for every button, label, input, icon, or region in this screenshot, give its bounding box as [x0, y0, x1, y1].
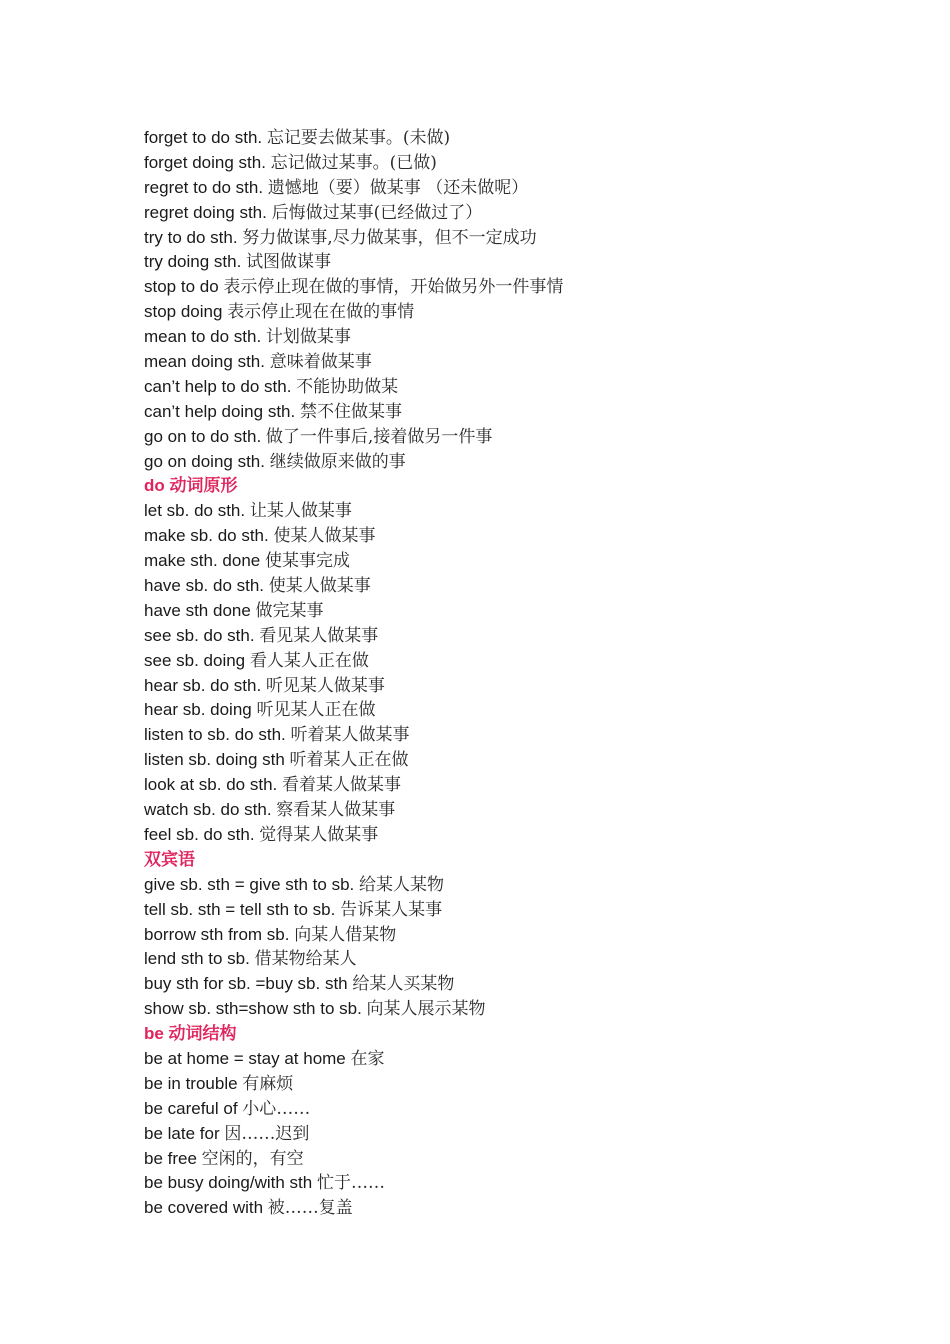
phrase-english: look at sb. do sth. [144, 775, 282, 795]
phrase-line [144, 226, 904, 251]
phrase-english: forget to do sth. [144, 128, 267, 147]
phrase-line [144, 624, 904, 649]
phrase-line [144, 1196, 904, 1221]
phrase-line [144, 250, 904, 275]
phrase-chinese: 使某人做某事 [268, 576, 371, 597]
phrase-chinese: 小心…… [242, 1098, 311, 1119]
phrase-line [144, 947, 904, 972]
phrase-english: stop doing [144, 302, 228, 322]
phrase-english: buy sth for sb. =buy sb. sth [144, 974, 353, 994]
phrase-english: go on doing sth. [144, 451, 270, 471]
phrase-chinese: 看见某人做某事 [259, 625, 379, 646]
phrase-english: be covered with [144, 1198, 268, 1218]
phrase-chinese: 继续做原来做的事 [269, 451, 406, 472]
phrase-line [144, 1097, 904, 1122]
phrase-line [144, 450, 904, 475]
phrase-chinese: 察看某人做某事 [276, 800, 396, 821]
phrase-chinese: 后悔做过某事(已经做过了） [271, 202, 483, 223]
phrase-line [144, 1122, 904, 1147]
phrase-line [144, 748, 904, 773]
phrase-line [144, 723, 904, 748]
phrase-chinese: 听见某人正在做 [256, 700, 376, 721]
phrase-chinese: 因……迟到 [224, 1123, 310, 1144]
phrase-english: see sb. doing [144, 650, 250, 670]
phrase-chinese: 做完某事 [255, 600, 324, 621]
phrase-english: give sb. sth = give sth to sb. [144, 874, 359, 894]
phrase-chinese: 告诉某人某事 [340, 899, 443, 920]
phrase-english: watch sb. do sth. [144, 800, 277, 820]
phrase-english: be busy doing/with sth [144, 1173, 317, 1193]
phrase-line [144, 176, 904, 201]
phrase-line [144, 126, 904, 151]
phrase-line [144, 574, 904, 599]
phrase-english: borrow sth from sb. [144, 924, 295, 944]
phrase-english: mean to do sth. [144, 327, 266, 347]
phrase-line [144, 674, 904, 699]
phrase-english: be careful of [144, 1098, 243, 1118]
phrase-english: go on to do sth. [144, 426, 266, 446]
phrase-chinese: 让某人做某事 [249, 501, 352, 522]
phrase-line [144, 201, 904, 226]
phrase-chinese: 借某物给某人 [254, 949, 357, 970]
phrase-chinese: 使某人做某事 [273, 526, 376, 547]
phrase-chinese: 看人某人正在做 [249, 650, 369, 671]
section-heading [144, 474, 904, 499]
phrase-line [144, 425, 904, 450]
phrase-english: hear sb. doing [144, 700, 257, 720]
phrase-english: regret to do sth. [144, 177, 268, 197]
phrase-line [144, 599, 904, 624]
phrase-english: stop to do [144, 277, 224, 297]
phrase-chinese: 意味着做某事 [269, 352, 372, 373]
phrase-chinese: 觉得某人做某事 [259, 824, 379, 845]
phrase-line [144, 325, 904, 350]
phrase-english: have sb. do sth. [144, 576, 269, 596]
phrase-line [144, 1072, 904, 1097]
phrase-chinese: 有麻烦 [242, 1073, 294, 1094]
phrase-line [144, 275, 904, 300]
phrase-chinese: 禁不住做某事 [299, 401, 402, 422]
phrase-chinese: 计划做某事 [265, 327, 351, 348]
phrase-line [144, 798, 904, 823]
phrase-english: regret doing sth. [144, 202, 272, 222]
phrase-chinese: 被……复盖 [267, 1198, 353, 1219]
phrase-english: lend sth to sb. [144, 949, 255, 969]
phrase-line [144, 524, 904, 549]
phrase-line [144, 997, 904, 1022]
section-heading [144, 1022, 904, 1047]
phrase-chinese: 看着某人做某事 [281, 775, 401, 796]
phrase-line [144, 1047, 904, 1072]
phrase-chinese: 表示停止现在在做的事情 [227, 302, 415, 323]
phrase-english: be free [144, 1148, 202, 1168]
phrase-english: feel sb. do sth. [144, 824, 260, 844]
phrase-chinese: 不能协助做某 [296, 376, 399, 397]
phrase-english: hear sb. do sth. [144, 675, 266, 695]
phrase-english: make sb. do sth. [144, 526, 274, 546]
phrase-list [144, 126, 904, 1221]
section-heading-text: do 动词原形 [144, 476, 238, 496]
phrase-line [144, 549, 904, 574]
section-heading-text: 双宾语 [144, 849, 195, 869]
phrase-english: try to do sth. [144, 227, 243, 247]
phrase-english: mean doing sth. [144, 352, 270, 372]
phrase-chinese: 听见某人做某事 [265, 675, 385, 696]
phrase-chinese: 给某人某物 [358, 874, 444, 895]
phrase-line [144, 972, 904, 997]
phrase-line [144, 698, 904, 723]
phrase-english: can’t help doing sth. [144, 401, 300, 421]
phrase-english: be at home = stay at home [144, 1048, 351, 1068]
phrase-english: make sth. done [144, 551, 265, 571]
phrase-line [144, 350, 904, 375]
phrase-chinese: 忘记做过某事。(已做) [270, 152, 437, 173]
phrase-chinese: 试图做谋事 [246, 252, 332, 273]
phrase-chinese: 忘记要去做某事。(未做) [266, 128, 451, 148]
phrase-line [144, 151, 904, 176]
phrase-chinese: 向某人借某物 [294, 924, 397, 945]
phrase-english: see sb. do sth. [144, 625, 260, 645]
phrase-chinese: 努力做谋事,尽力做某事，但不一定成功 [242, 227, 537, 248]
phrase-line [144, 1147, 904, 1172]
phrase-english: listen to sb. do sth. [144, 725, 291, 745]
phrase-line [144, 649, 904, 674]
phrase-line [144, 898, 904, 923]
phrase-english: have sth done [144, 600, 256, 620]
phrase-chinese: 在家 [350, 1048, 385, 1069]
phrase-english: can’t help to do sth. [144, 376, 297, 396]
phrase-chinese: 做了一件事后,接着做另一件事 [265, 426, 493, 447]
section-heading [144, 848, 904, 873]
phrase-english: show sb. sth=show sth to sb. [144, 999, 367, 1019]
phrase-line [144, 375, 904, 400]
phrase-chinese: 听着某人正在做 [289, 750, 409, 771]
phrase-english: be late for [144, 1123, 225, 1143]
phrase-chinese: 遗憾地（要）做某事 （还未做呢） [267, 177, 529, 198]
phrase-chinese: 给某人买某物 [352, 974, 455, 995]
phrase-line [144, 773, 904, 798]
phrase-chinese: 空闲的，有空 [201, 1148, 304, 1169]
phrase-english: be in trouble [144, 1073, 243, 1093]
phrase-english: forget doing sth. [144, 152, 271, 172]
phrase-line [144, 300, 904, 325]
phrase-line [144, 499, 904, 524]
phrase-line [144, 1171, 904, 1196]
phrase-line [144, 873, 904, 898]
phrase-english: tell sb. sth = tell sth to sb. [144, 899, 341, 919]
phrase-line [144, 923, 904, 948]
phrase-chinese: 使某事完成 [264, 551, 350, 572]
section-heading-text: be 动词结构 [144, 1024, 237, 1044]
phrase-chinese: 忙于…… [316, 1173, 385, 1194]
phrase-line [144, 823, 904, 848]
phrase-english: let sb. do sth. [144, 501, 250, 521]
phrase-english: listen sb. doing sth [144, 750, 290, 770]
phrase-chinese: 表示停止现在做的事情，开始做另外一件事情 [223, 277, 564, 298]
phrase-line [144, 400, 904, 425]
phrase-chinese: 听着某人做某事 [290, 725, 410, 746]
phrase-english: try doing sth. [144, 252, 247, 272]
phrase-chinese: 向某人展示某物 [366, 999, 486, 1020]
